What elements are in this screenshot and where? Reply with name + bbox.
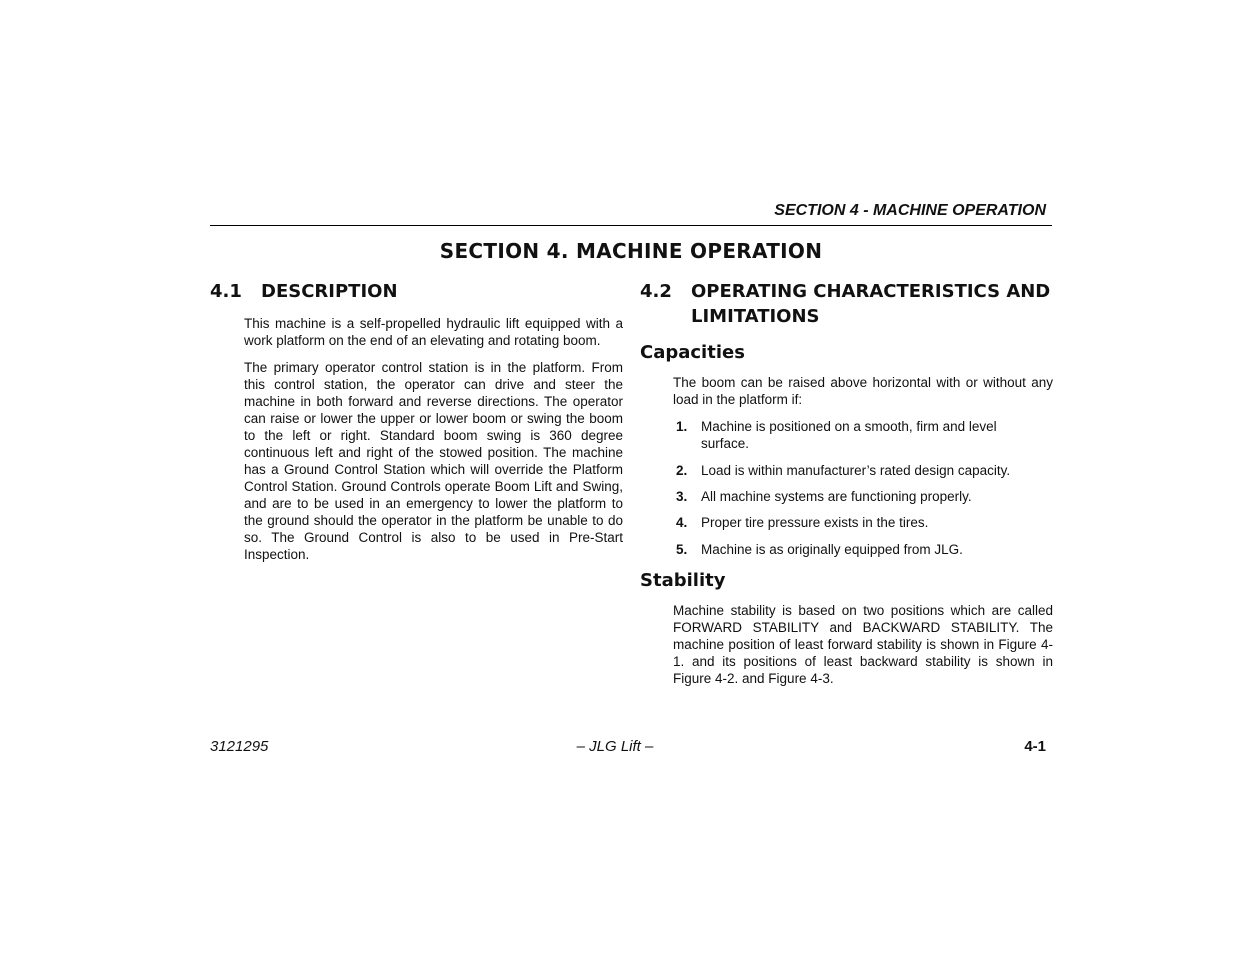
capacities-list <box>673 418 1053 558</box>
list-item <box>673 418 1039 452</box>
stability-heading: Stability <box>640 570 726 591</box>
heading-title-line1: OPERATING CHARACTERISTICS AND <box>691 281 1051 302</box>
list-item-number: 2. <box>676 463 688 478</box>
section-title: SECTION 4. MACHINE OPERATION <box>439 239 823 263</box>
list-item <box>673 488 1053 505</box>
capacities-heading: Capacities <box>640 342 745 363</box>
header-rule <box>210 225 1052 226</box>
list-item <box>673 462 1053 479</box>
footer-doc-number: 3121295 <box>210 738 269 755</box>
list-item-number: 1. <box>676 419 688 434</box>
list-item-text: Machine is as originally equipped from JLG. <box>701 542 963 557</box>
list-item-text: All machine systems are functioning properly. <box>701 489 972 504</box>
capacities-intro: The boom can be raised above horizontal with or without any load in the platform if: <box>673 375 1053 407</box>
list-item-text: Machine is positioned on a smooth, firm and level surface. <box>701 419 997 451</box>
heading-4-1 <box>210 279 398 304</box>
heading-4-2 <box>640 279 1060 329</box>
list-item <box>673 541 1053 558</box>
list-item <box>673 514 1053 531</box>
footer-center-label: – JLG Lift – <box>576 738 654 755</box>
list-item-number: 3. <box>676 489 688 504</box>
description-paragraph-1: This machine is a self-propelled hydraulic lift equipped with a work platform on the end of an elevating and rotating boom. <box>244 316 623 348</box>
list-item-number: 4. <box>676 515 688 530</box>
heading-title: DESCRIPTION <box>261 281 398 302</box>
heading-number: 4.2 <box>640 281 672 302</box>
list-item-text: Load is within manufacturer’s rated design capacity. <box>701 463 1011 478</box>
running-header: SECTION 4 - MACHINE OPERATION <box>774 202 1046 219</box>
list-item-text: Proper tire pressure exists in the tires. <box>701 515 929 530</box>
list-item-number: 5. <box>676 542 688 557</box>
stability-paragraph: Machine stability is based on two positions which are called FORWARD STABILITY and BACKWARD STABILITY. The machine position of least forward stability is shown in Figure 4-1. and its positions of least backward stability is shown in Figure 4-2. and Figure 4-3. <box>673 603 1053 686</box>
heading-number: 4.1 <box>210 281 242 302</box>
heading-title-line2: LIMITATIONS <box>691 306 820 327</box>
footer-page-number: 4-1 <box>1024 738 1046 755</box>
description-paragraph-2: The primary operator control station is in the platform. From this control station, the operator can drive and steer the machine in both forward and reverse directions. The operator can raise or lower the upper or lower boom or swing the boom to the left or right. Standard boom swing is 360 degree continuous left and right of the stowed position. The machine has a Ground Control Station which will override the Platform Control Station. Ground Controls operate Boom Lift and Swing, and are to be used in an emergency to lower the platform to the ground should the operator in the platform be unable to do so. The Ground Control is also to be used in Pre-Start Inspection. <box>244 360 623 562</box>
